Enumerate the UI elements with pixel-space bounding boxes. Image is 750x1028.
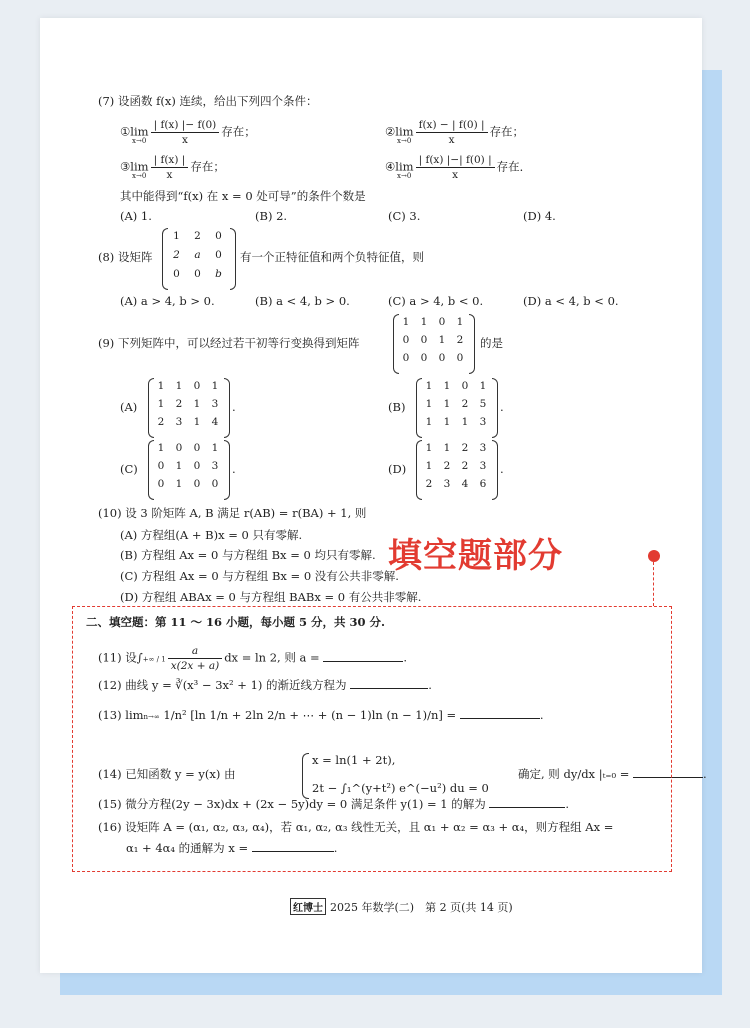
callout-dot [648, 550, 660, 562]
q9-option-a-matrix: 1 1 0 1 1 2 1 3 2 3 1 4 [157, 380, 219, 428]
q16-line1: (16) 设矩阵 A = (α₁, α₂, α₃, α₄)，若 α₁, α₂, α₃ 线性无关，且 α₁ + α₂ = α₃ + α₄，则方程组 Ax = [98, 820, 614, 834]
q7-option-c: (C) 3. [388, 209, 421, 223]
q7-stem: (7) 设函数 f(x) 连续，给出下列四个条件： [98, 94, 318, 108]
q7-question: 其中能得到“f(x) 在 x = 0 处可导”的条件个数是 [120, 189, 366, 203]
q9-option-b-label: (B) [388, 400, 406, 414]
q9-b-right-paren [492, 378, 498, 438]
q11: (11) 设∫+∞ / 1 $\frac{a}{x(2x + a)}$ dx = ln 2, 则 a = . [98, 645, 407, 672]
q8-option-c: (C) a > 4, b < 0. [388, 294, 484, 308]
q7-condition-4: ④lim $\frac{| f(x) |-| f(0) |}{x}$ 存在． [385, 154, 532, 181]
q14-eq1: x = ln(1 + 2t), [312, 753, 396, 767]
q7-lim-sub-3: x→0 [132, 172, 147, 180]
q9-b-period: . [500, 400, 504, 414]
q8-prefix: (8) 设矩阵 [98, 250, 153, 264]
section2-heading: 二、填空题：第 11 ～ 16 小题，每小题 5 分，共 30 分. [86, 615, 386, 629]
callout-connector [653, 562, 654, 606]
q8-option-b: (B) a < 4, b > 0. [255, 294, 350, 308]
q9-option-c-label: (C) [120, 462, 138, 476]
publisher-logo: 红博士 [290, 898, 326, 915]
footer-text: 2025 年数学(二) 第 2 页(共 14 页) [330, 901, 513, 914]
q15: (15) 微分方程(2y − 3x)dx + (2x − 5y)dy = 0 满足条件 y(1) = 1 的解为 . [98, 797, 570, 811]
q7-option-b: (B) 2. [255, 209, 288, 223]
q9-option-c-matrix: 1 0 0 1 0 1 0 3 0 1 0 0 [157, 442, 219, 490]
q10-option-c: (C) 方程组 Ax = 0 与方程组 Bx = 0 没有公共非零解. [120, 569, 399, 583]
q9-a-right-paren [224, 378, 230, 438]
q10-option-a: (A) 方程组(A + B)x = 0 只有零解. [120, 528, 303, 542]
fill-in-section-highlight-box [72, 606, 672, 872]
q10-stem: (10) 设 3 阶矩阵 A, B 满足 r(AB) = r(BA) + 1, 则 [98, 506, 367, 520]
fill-in-section-callout: 填空题部分 [388, 536, 563, 576]
q9-a-period: . [232, 400, 236, 414]
page-footer [290, 898, 513, 915]
q9-option-a-label: (A) [120, 400, 138, 414]
q14-suffix: 确定, 则 dy/dx |ₜ₌₀ = . [518, 767, 707, 781]
q9-c-right-paren [224, 440, 230, 500]
q8-option-d: (D) a < 4, b < 0. [523, 294, 619, 308]
q10-option-d: (D) 方程组 ABAx = 0 与方程组 BABx = 0 有公共非零解. [120, 590, 422, 604]
q16-line2: α₁ + 4α₄ 的通解为 x = . [126, 841, 338, 855]
q9-suffix: 的是 [480, 336, 503, 350]
q9-d-right-paren [492, 440, 498, 500]
q9-target-right-paren [469, 314, 475, 374]
q7-condition-1: ①lim $\frac{| f(x) |- f(0)}{x}$ 存在； [120, 119, 256, 146]
q9-option-d-matrix: 1 1 2 3 1 2 2 3 2 3 4 6 [425, 442, 487, 490]
q10-option-b: (B) 方程组 Ax = 0 与方程组 Bx = 0 均只有零解. [120, 548, 376, 562]
q7-option-a: (A) 1. [120, 209, 152, 223]
q9-prefix: (9) 下列矩阵中，可以经过若干初等行变换得到矩阵 [98, 336, 360, 350]
q8-option-a: (A) a > 4, b > 0. [120, 294, 215, 308]
q9-target-matrix: 1 1 0 1 0 0 1 2 0 0 0 0 [402, 316, 464, 364]
q12: (12) 曲线 y = ∛(x³ − 3x² + 1) 的渐近线方程为 . [98, 678, 432, 692]
q7-condition-3: ③lim $\frac{| f(x) |}{x}$ 存在； [120, 154, 225, 181]
q7-condition-2: ②lim $\frac{f(x) - | f(0) |}{x}$ 存在； [385, 119, 525, 146]
q8-suffix: 有一个正特征值和两个负特征值，则 [240, 250, 424, 264]
q9-option-d-label: (D) [388, 462, 407, 476]
q7-option-d: (D) 4. [523, 209, 556, 223]
q9-c-period: . [232, 462, 236, 476]
q9-d-period: . [500, 462, 504, 476]
q8-matrix-right-paren [230, 228, 236, 290]
q8-matrix: 1 2 0 2 a 0 0 0 b [173, 230, 222, 280]
q13: (13) limn→∞ 1/n² [ln 1/n + 2ln 2/n + ⋯ + (n − 1)ln (n − 1)/n] = . [98, 708, 544, 722]
q14-prefix: (14) 已知函数 y = y(x) 由 [98, 767, 236, 781]
q7-lim-sub-4: x→0 [397, 172, 412, 180]
q7-lim-sub-2: x→0 [397, 137, 412, 145]
q9-option-b-matrix: 1 1 0 1 1 1 2 5 1 1 1 3 [425, 380, 487, 428]
q7-lim-sub-1: x→0 [132, 137, 147, 145]
q14-eq2: 2t − ∫₁^(y+t²) e^(−u²) du = 0 [312, 781, 489, 795]
